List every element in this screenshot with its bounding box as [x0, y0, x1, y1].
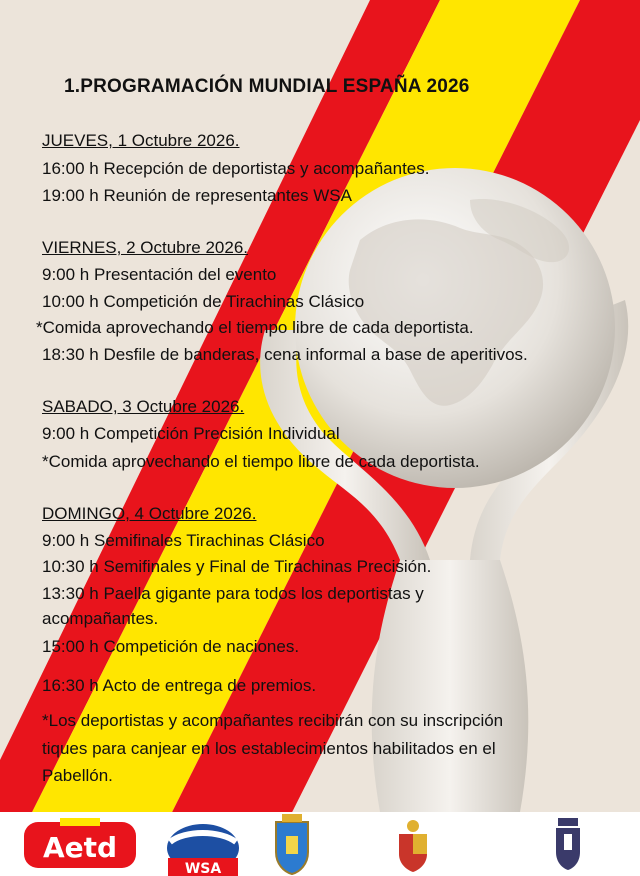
- schedule-line: 9:00 h Presentación del evento: [42, 265, 277, 284]
- svg-text:Aetd: Aetd: [42, 831, 118, 864]
- schedule-line: 10:30 h Semifinales y Final de Tirachinas Precisión.: [42, 557, 432, 576]
- sponsor-footer: [0, 812, 640, 876]
- schedule-line: acompañantes.: [42, 609, 159, 628]
- day-heading-jueves: JUEVES, 1 Octubre 2026.: [42, 131, 240, 150]
- regional-emblem-logo: [548, 812, 588, 876]
- schedule-line: *Comida aprovechando el tiempo libre de cada deportista.: [36, 318, 474, 337]
- registration-note-line: *Los deportistas y acompañantes recibirán con su inscripción: [42, 711, 504, 730]
- coat-of-arms-logo: [262, 812, 322, 876]
- schedule-line: 10:00 h Competición de Tirachinas Clásico: [42, 292, 365, 311]
- schedule-line: 19:00 h Reunión de representantes WSA: [42, 186, 352, 205]
- schedule-line: *Comida aprovechando el tiempo libre de cada deportista.: [42, 452, 480, 471]
- schedule-line: 16:30 h Acto de entrega de premios.: [42, 676, 317, 695]
- schedule-line: 9:00 h Semifinales Tirachinas Clásico: [42, 531, 325, 550]
- schedule-line: 16:00 h Recepción de deportistas y acompañantes.: [42, 159, 430, 178]
- registration-note-line: Pabellón.: [42, 766, 113, 785]
- schedule-line: 13:30 h Paella gigante para todos los deportistas y: [42, 584, 424, 603]
- wsa-logo: [160, 812, 246, 876]
- schedule-line: 15:00 h Competición de naciones.: [42, 637, 300, 656]
- day-heading-viernes: VIERNES, 2 Octubre 2026.: [42, 238, 248, 257]
- registration-note-line: tiques para canjear en los establecimientos habilitados en el: [42, 739, 496, 758]
- page-title: 1.PROGRAMACIÓN MUNDIAL ESPAÑA 2026: [64, 76, 470, 97]
- svg-text:WSA: WSA: [184, 861, 222, 876]
- aetd-logo: [20, 812, 140, 876]
- municipal-shield-logo: [385, 812, 441, 876]
- day-heading-sabado: SABADO, 3 Octubre 2026.: [42, 397, 245, 416]
- schedule-line: 18:30 h Desfile de banderas, cena informal a base de aperitivos.: [42, 345, 528, 364]
- schedule-line: 9:00 h Competición Precisión Individual: [42, 424, 340, 443]
- day-heading-domingo: DOMINGO, 4 Octubre 2026.: [42, 504, 257, 523]
